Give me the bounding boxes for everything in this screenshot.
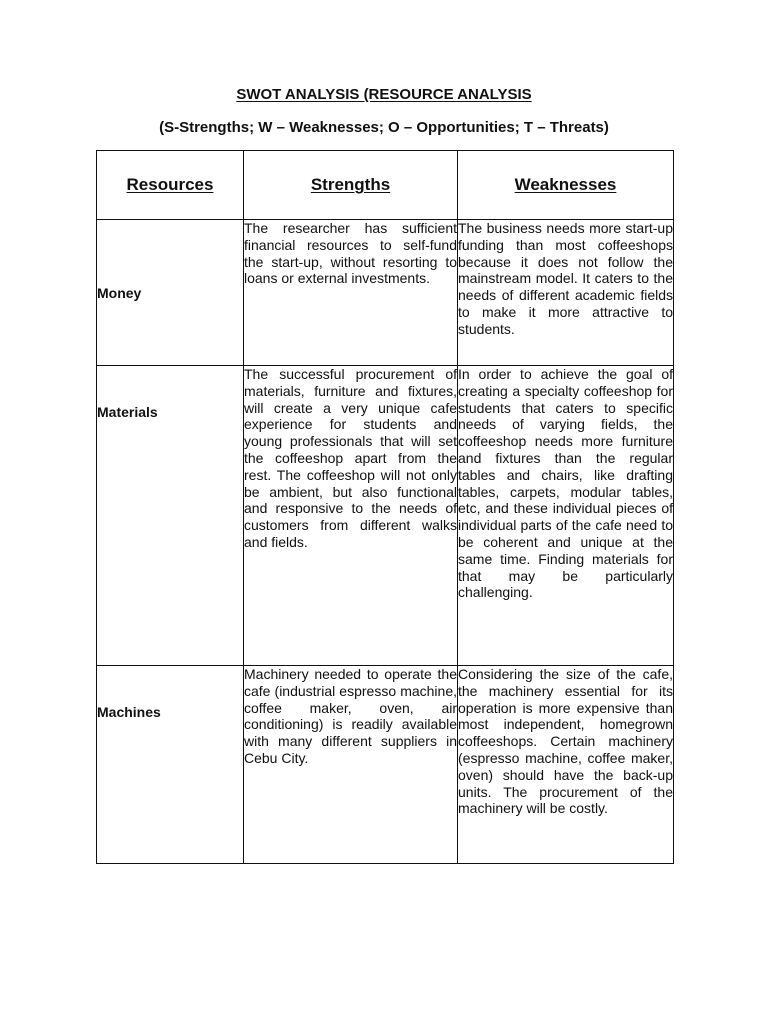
document-title: SWOT ANALYSIS (RESOURCE ANALYSIS — [236, 86, 532, 103]
weaknesses-cell: The business needs more start-up funding than most coffeeshops because it does not follow the mainstream model. It caters to the needs of different academic fields to make it more attractive to students. — [458, 220, 674, 366]
header-weaknesses: Weaknesses — [458, 151, 674, 220]
weaknesses-cell: In order to achieve the goal of creating a specialty coffeeshop for students that caters to specific needs of varying fields, the coffeeshop needs more furniture and fixtures than the regular tables and chairs, like drafting tables, carpets, modular tables, etc, and these individual pieces of individual parts of the cafe need to be coherent and unique at the same time. Finding materials for that may be particularly challenging. — [458, 366, 674, 666]
weaknesses-cell: Considering the size of the cafe, the machinery essential for its operation is more expensive than most independent, homegrown coffeeshops. Certain machinery (espresso machine, coffee maker, oven) should have the back-up units. The procurement of the machinery will be costly. — [458, 666, 674, 864]
strengths-cell: The successful procurement of materials, furniture and fixtures, will create a very unique cafe experience for students and young professionals that will set the coffeeshop apart from the rest. The coffeeshop will not only be ambient, but also functional and responsive to the needs of customers from different walks and fields. — [244, 366, 458, 666]
table-row — [97, 666, 674, 864]
table-row — [97, 220, 674, 366]
header-strengths: Strengths — [244, 151, 458, 220]
resource-cell: Machines — [97, 666, 244, 864]
document-subtitle: (S-Strengths; W – Weaknesses; O – Opportunities; T – Threats) — [159, 119, 609, 136]
table-header-row — [97, 151, 674, 220]
strengths-cell: The researcher has sufficient financial resources to self-fund the start-up, without resorting to loans or external investments. — [244, 220, 458, 366]
resource-cell: Money — [97, 220, 244, 366]
resource-cell: Materials — [97, 366, 244, 666]
swot-table — [96, 150, 674, 864]
table-row — [97, 366, 674, 666]
strengths-cell: Machinery needed to operate the cafe (industrial espresso machine, coffee maker, oven, air conditioning) is readily available with many different suppliers in Cebu City. — [244, 666, 458, 864]
header-resources: Resources — [97, 151, 244, 220]
